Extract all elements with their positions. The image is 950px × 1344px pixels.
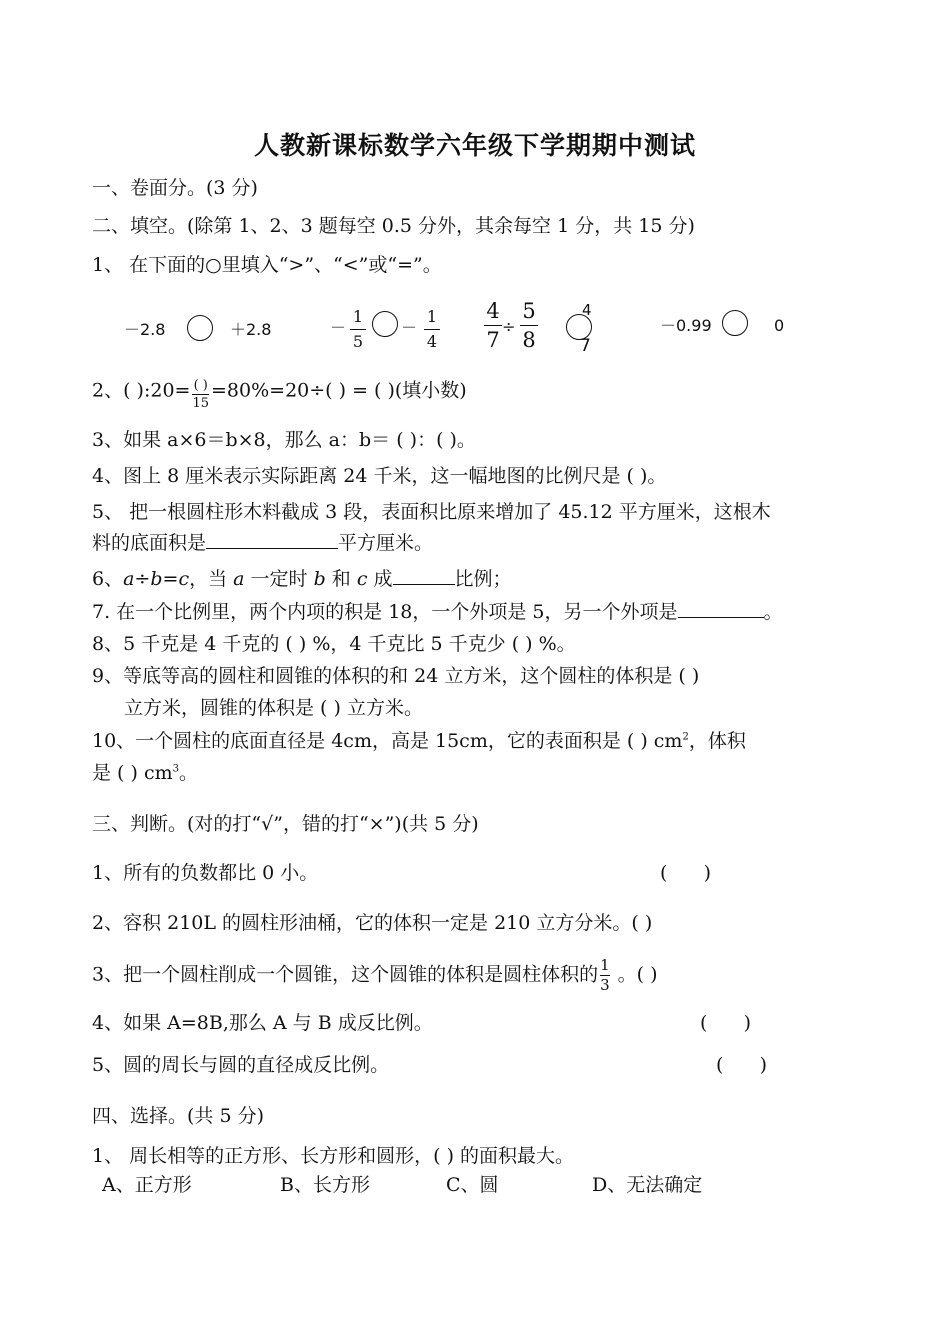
fraction-b-left: 1 5	[350, 308, 366, 351]
question-2-5-line1: 5、 把一根圆柱形木料截成 3 段，表面积比原来增加了 45.12 平方厘米，这根木	[92, 501, 771, 523]
cmp-a-left: －2.8	[124, 320, 166, 339]
choice-1: 1、 周长相等的正方形、长方形和圆形，( ) 的面积最大。	[92, 1145, 575, 1167]
question-2-9-line2: 立方米，圆锥的体积是 ( ) 立方米。	[124, 697, 423, 719]
answer-blank[interactable]	[393, 584, 455, 585]
section-2: 二、填空。(除第 1、2、3 题每空 0.5 分外，其余每空 1 分，共 15 分)	[92, 215, 695, 237]
cmp-a-right: ＋2.8	[230, 320, 272, 339]
question-2-9-line1: 9、等底等高的圆柱和圆锥的体积的和 24 立方米，这个圆柱的体积是 ( )	[92, 665, 700, 687]
compare-circle-2[interactable]	[372, 311, 398, 337]
fraction-one-third: $\frac{1}{3}$	[600, 956, 610, 994]
compare-circle-1[interactable]	[187, 315, 213, 341]
compare-circle-4[interactable]	[722, 310, 748, 336]
choice-1-option-c[interactable]: C、圆	[446, 1174, 499, 1196]
section-3: 三、判断。(对的打“√”，错的打“×”)(共 5 分)	[92, 813, 479, 835]
cmp-c-rd: 7	[580, 336, 591, 356]
cmp-c-rn: 4	[582, 301, 592, 319]
choice-1-option-a[interactable]: A、正方形	[102, 1174, 192, 1196]
cmp-c-op: ÷	[502, 317, 516, 336]
fraction-blank-15: $\frac{( )}{15}$	[192, 378, 209, 411]
choice-1-option-b[interactable]: B、长方形	[280, 1174, 370, 1196]
judge-5-answer[interactable]: ( )	[716, 1054, 768, 1076]
fraction-c-1: 4 7	[484, 300, 502, 351]
judge-2: 2、容积 210L 的圆柱形油桶，它的体积一定是 210 立方分米。( )	[92, 912, 653, 934]
section-1: 一、卷面分。(3 分)	[92, 177, 258, 199]
choice-1-option-d[interactable]: D、无法确定	[592, 1174, 703, 1196]
page-title: 人教新课标数学六年级下学期期中测试	[253, 131, 696, 160]
cmp-b-left-sign: －	[330, 318, 347, 337]
cmp-d-right: 0	[774, 316, 785, 335]
question-2-2: 2、( ):20= $\frac{( )}{15}$ =80%=20÷( ) = ( )(填小数)	[92, 378, 467, 411]
question-2-1: 1、 在下面的○里填入“>”、“<”或“=”。	[92, 254, 442, 276]
question-2-4: 4、图上 8 厘米表示实际距离 24 千米，这一幅地图的比例尺是 ( )。	[92, 465, 667, 487]
judge-5: 5、圆的周长与圆的直径成反比例。	[92, 1054, 390, 1076]
judge-3: 3、把一个圆柱削成一个圆锥，这个圆锥的体积是圆柱体积的 $\frac{1}{3}$ 。( )	[92, 956, 658, 994]
question-2-6: 6、a÷b=c，当 a 一定时 b 和 c 成 比例；	[92, 568, 512, 590]
section-4: 四、选择。(共 5 分)	[92, 1105, 264, 1127]
judge-4-answer[interactable]: ( )	[700, 1012, 752, 1034]
question-2-7: 7. 在一个比例里，两个内项的积是 18，一个外项是 5，另一个外项是 。	[92, 601, 783, 623]
cmp-d-left: －0.99	[660, 316, 712, 335]
question-2-8: 8、5 千克是 4 千克的 ( ) %，4 千克比 5 千克少 ( ) %。	[92, 633, 576, 655]
judge-4: 4、如果 A=8B,那么 A 与 B 成反比例。	[92, 1012, 433, 1034]
fraction-b-right: 1 4	[424, 308, 440, 351]
judge-1: 1、所有的负数都比 0 小。	[92, 862, 319, 884]
question-2-3: 3、如果 a×6＝b×8，那么 a：b＝ ( )：( )。	[92, 429, 476, 451]
fraction-c-2: 5 8	[520, 300, 538, 351]
answer-blank[interactable]	[678, 617, 764, 618]
question-2-10-line2: 是 ( ) $cm^3$。	[92, 762, 198, 784]
question-2-10-line1: 10、一个圆柱的底面直径是 4cm，高是 15cm，它的表面积是 ( ) $cm^2$，体积	[92, 730, 746, 752]
question-2-5-line2: 料的底面积是 平方厘米。	[92, 532, 434, 554]
answer-blank[interactable]	[206, 548, 338, 549]
cmp-b-right-sign: －	[401, 318, 418, 337]
judge-1-answer[interactable]: ( )	[660, 862, 712, 884]
